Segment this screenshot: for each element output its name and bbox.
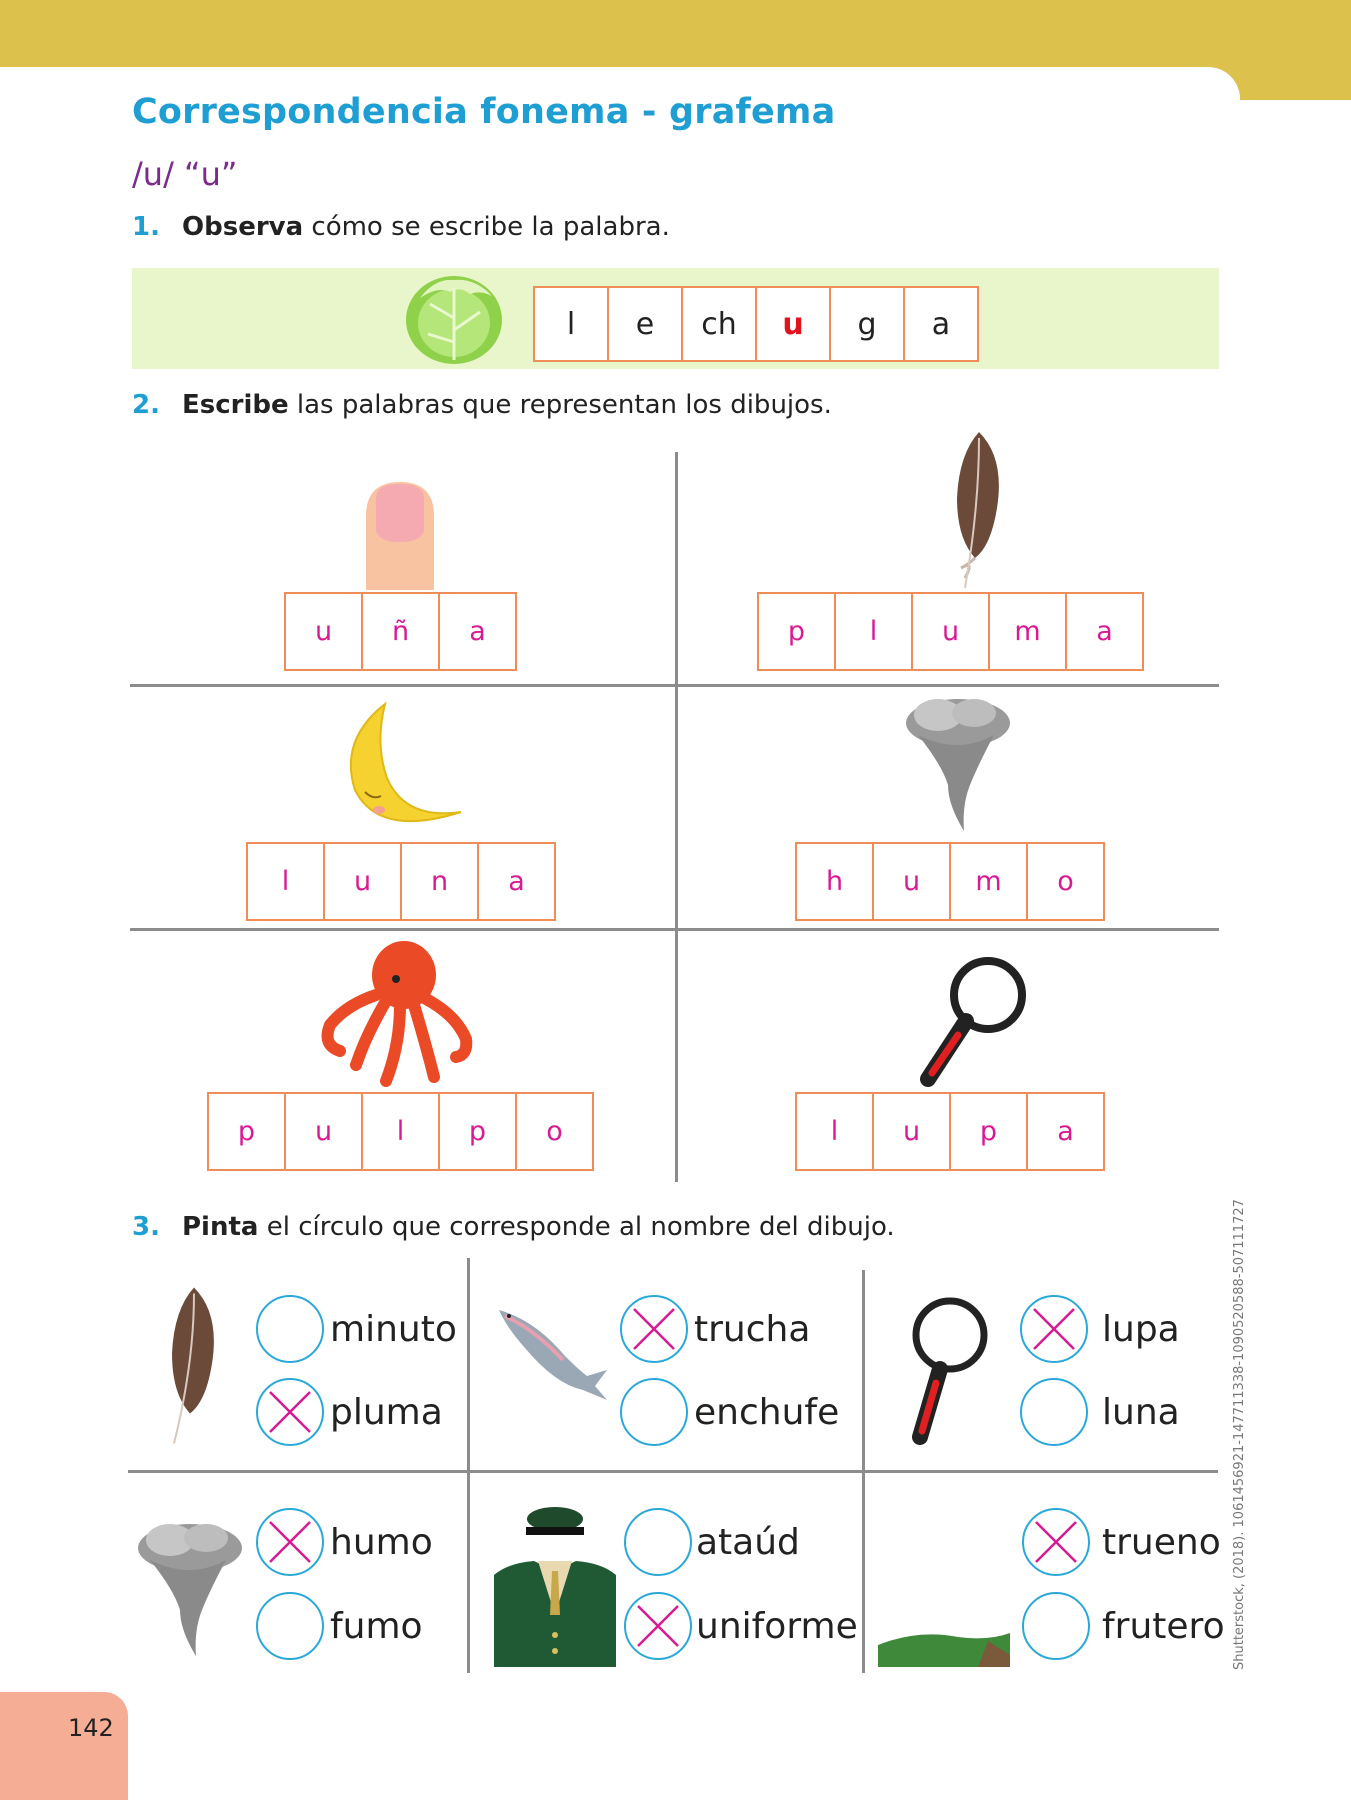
grid-divider-horizontal <box>128 1470 1218 1473</box>
letter-box: m <box>949 842 1028 921</box>
letter-box: l <box>361 1092 440 1171</box>
x-mark-icon <box>626 1594 690 1658</box>
letter-box: a <box>477 842 556 921</box>
option-pluma[interactable] <box>256 1378 443 1446</box>
lettuce-icon <box>400 268 508 368</box>
option-lupa[interactable] <box>1020 1295 1180 1363</box>
option-enchufe[interactable] <box>620 1378 839 1446</box>
grid-divider-vertical <box>675 452 678 1182</box>
instruction-3 <box>132 1212 895 1242</box>
letter-box: l <box>795 1092 874 1171</box>
option-uniforme[interactable] <box>624 1592 858 1660</box>
answer-circle-marked[interactable] <box>256 1508 324 1576</box>
x-mark-icon <box>1024 1510 1088 1574</box>
answer-circle[interactable] <box>1020 1378 1088 1446</box>
x-mark-icon <box>1022 1297 1086 1361</box>
letter-box: a <box>903 286 979 362</box>
instruction-number: 3. <box>132 1212 160 1242</box>
word-boxes-pluma <box>757 592 1144 671</box>
grid-divider-vertical <box>467 1258 470 1673</box>
word-boxes-luna <box>246 842 556 921</box>
letter-box: n <box>400 842 479 921</box>
letter-box-highlighted: u <box>755 286 831 362</box>
instruction-text: cómo se escribe la palabra. <box>303 212 670 242</box>
letter-box: g <box>829 286 905 362</box>
letter-box: p <box>207 1092 286 1171</box>
moon-icon <box>335 700 465 835</box>
instruction-text: las palabras que representan los dibujos. <box>288 390 832 420</box>
fish-icon <box>495 1300 613 1400</box>
answer-circle[interactable] <box>1022 1592 1090 1660</box>
image-credit: Shutterstock, (2018). 1061456921-147711338-1090520588-507111727 <box>1232 1199 1247 1670</box>
example-word-boxes <box>533 286 979 362</box>
option-label: fumo <box>330 1605 423 1647</box>
grid-divider-horizontal <box>130 684 1219 687</box>
answer-circle-marked[interactable] <box>624 1592 692 1660</box>
nail-icon <box>360 478 440 590</box>
letter-box: o <box>515 1092 594 1171</box>
feather-icon <box>935 428 1015 593</box>
x-mark-icon <box>622 1297 686 1361</box>
option-trueno[interactable] <box>1022 1508 1221 1576</box>
letter-box: u <box>872 842 951 921</box>
letter-box: a <box>438 592 517 671</box>
option-label: frutero <box>1102 1605 1225 1647</box>
smoke-icon <box>130 1520 248 1660</box>
answer-circle-marked[interactable] <box>1020 1295 1088 1363</box>
option-fumo[interactable] <box>256 1592 423 1660</box>
option-label: pluma <box>330 1391 443 1433</box>
answer-circle[interactable] <box>620 1378 688 1446</box>
letter-box: ch <box>681 286 757 362</box>
letter-box: e <box>607 286 683 362</box>
octopus-icon <box>316 935 476 1090</box>
instruction-number: 1. <box>132 212 160 242</box>
instruction-2 <box>132 390 832 420</box>
grid-divider-horizontal <box>130 928 1219 931</box>
phoneme-subtitle: /u/ “u” <box>132 155 238 193</box>
x-mark-icon <box>258 1380 322 1444</box>
word-boxes-lupa <box>795 1092 1105 1171</box>
answer-circle[interactable] <box>256 1295 324 1363</box>
letter-box: l <box>533 286 609 362</box>
answer-circle-marked[interactable] <box>620 1295 688 1363</box>
instruction-verb: Observa <box>182 212 304 242</box>
instruction-verb: Escribe <box>182 390 289 420</box>
letter-box: p <box>757 592 836 671</box>
letter-box: u <box>284 1092 363 1171</box>
option-humo[interactable] <box>256 1508 433 1576</box>
answer-circle-marked[interactable] <box>256 1378 324 1446</box>
magnifier-icon <box>900 1295 992 1445</box>
option-label: trueno <box>1102 1521 1221 1563</box>
page-number-tab <box>0 1692 128 1800</box>
letter-box: a <box>1065 592 1144 671</box>
option-label: ataúd <box>696 1521 800 1563</box>
letter-box: u <box>323 842 402 921</box>
answer-circle-marked[interactable] <box>1022 1508 1090 1576</box>
letter-box: u <box>911 592 990 671</box>
option-label: luna <box>1102 1391 1180 1433</box>
letter-box: m <box>988 592 1067 671</box>
letter-box: o <box>1026 842 1105 921</box>
instruction-verb: Pinta <box>182 1212 259 1242</box>
instruction-number: 2. <box>132 390 160 420</box>
option-luna[interactable] <box>1020 1378 1180 1446</box>
x-mark-icon <box>258 1510 322 1574</box>
answer-circle[interactable] <box>624 1508 692 1576</box>
feather-icon <box>150 1278 230 1454</box>
option-label: enchufe <box>694 1391 840 1433</box>
instruction-text: el círculo que corresponde al nombre del dibujo. <box>258 1212 895 1242</box>
page-title: Correspondencia fonema - grafema <box>132 92 836 132</box>
option-minuto[interactable] <box>256 1295 457 1363</box>
letter-box: u <box>872 1092 951 1171</box>
letter-box: u <box>284 592 363 671</box>
instruction-1 <box>132 212 670 242</box>
letter-box: a <box>1026 1092 1105 1171</box>
letter-box: h <box>795 842 874 921</box>
option-label: humo <box>330 1521 433 1563</box>
letter-box: l <box>834 592 913 671</box>
option-label: trucha <box>694 1308 811 1350</box>
letter-box: p <box>438 1092 517 1171</box>
option-ataud[interactable] <box>624 1508 800 1576</box>
letter-box: ñ <box>361 592 440 671</box>
letter-box: l <box>246 842 325 921</box>
letter-box: p <box>949 1092 1028 1171</box>
storm-icon <box>878 1505 1010 1667</box>
option-label: uniforme <box>696 1605 858 1647</box>
option-frutero[interactable] <box>1022 1592 1225 1660</box>
word-boxes-humo <box>795 842 1105 921</box>
option-label: minuto <box>330 1308 457 1350</box>
answer-circle[interactable] <box>256 1592 324 1660</box>
option-trucha[interactable] <box>620 1295 810 1363</box>
page-number: 142 <box>68 1714 114 1742</box>
smoke-icon <box>898 695 1016 835</box>
magnifier-icon <box>918 955 1028 1090</box>
uniform-icon <box>488 1505 622 1667</box>
option-label: lupa <box>1102 1308 1180 1350</box>
word-boxes-una <box>284 592 517 671</box>
word-boxes-pulpo <box>207 1092 594 1171</box>
